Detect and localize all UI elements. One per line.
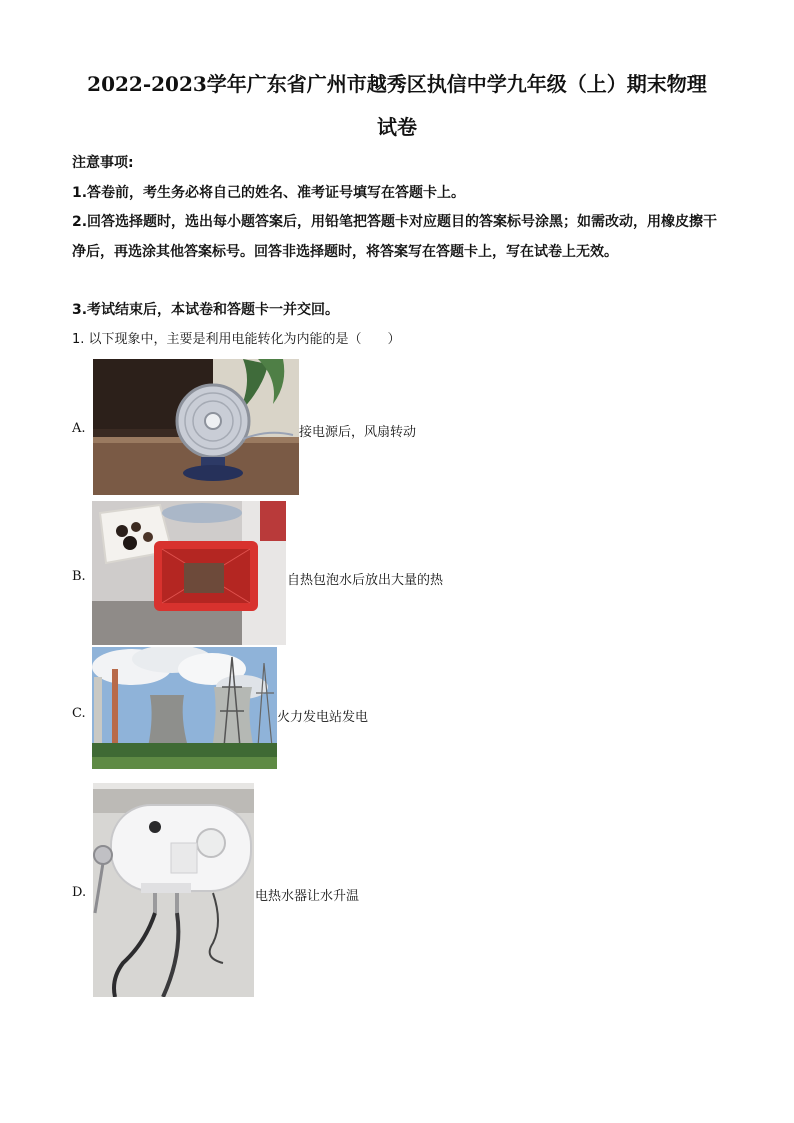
note-item-2: 2.回答选择题时，选出每小题答案后，用铅笔把答题卡对应题目的答案标号涂黑；如需改动，用橡皮擦干净后，再选涂其他答案标号。回答非选择题时，将答案写在答题卡上，写在试卷上无效。	[72, 214, 718, 260]
water-heater-photo	[93, 783, 254, 997]
option-a-text: 接电源后，风扇转动	[299, 425, 417, 440]
note-item-1: 1.答卷前，考生务必将自己的姓名、准考证号填写在答题卡上。	[72, 185, 466, 201]
option-b-letter: B.	[72, 569, 86, 584]
exam-title-line2: 试卷	[377, 115, 417, 139]
note-item-3: 3.考试结束后，本试卷和答题卡一并交回。	[72, 302, 340, 318]
power-station-photo	[92, 647, 277, 769]
option-d-text: 电热水器让水升温	[255, 889, 360, 904]
desk-fan-photo	[93, 359, 299, 495]
option-b-text: 自热包泡水后放出大量的热	[287, 573, 444, 588]
question-1-stem: 1. 以下现象中，主要是利用电能转化为内能的是（ ）	[72, 332, 401, 347]
option-c-text: 火力发电站发电	[277, 710, 369, 725]
exam-title-line1: 2022-2023学年广东省广州市越秀区执信中学九年级（上）期末物理	[87, 72, 707, 96]
self-heating-pack-photo	[92, 501, 286, 645]
option-a-letter: A.	[72, 421, 86, 436]
option-c-letter: C.	[72, 706, 86, 721]
option-d-letter: D.	[72, 885, 87, 900]
notes-heading: 注意事项:	[72, 155, 134, 171]
